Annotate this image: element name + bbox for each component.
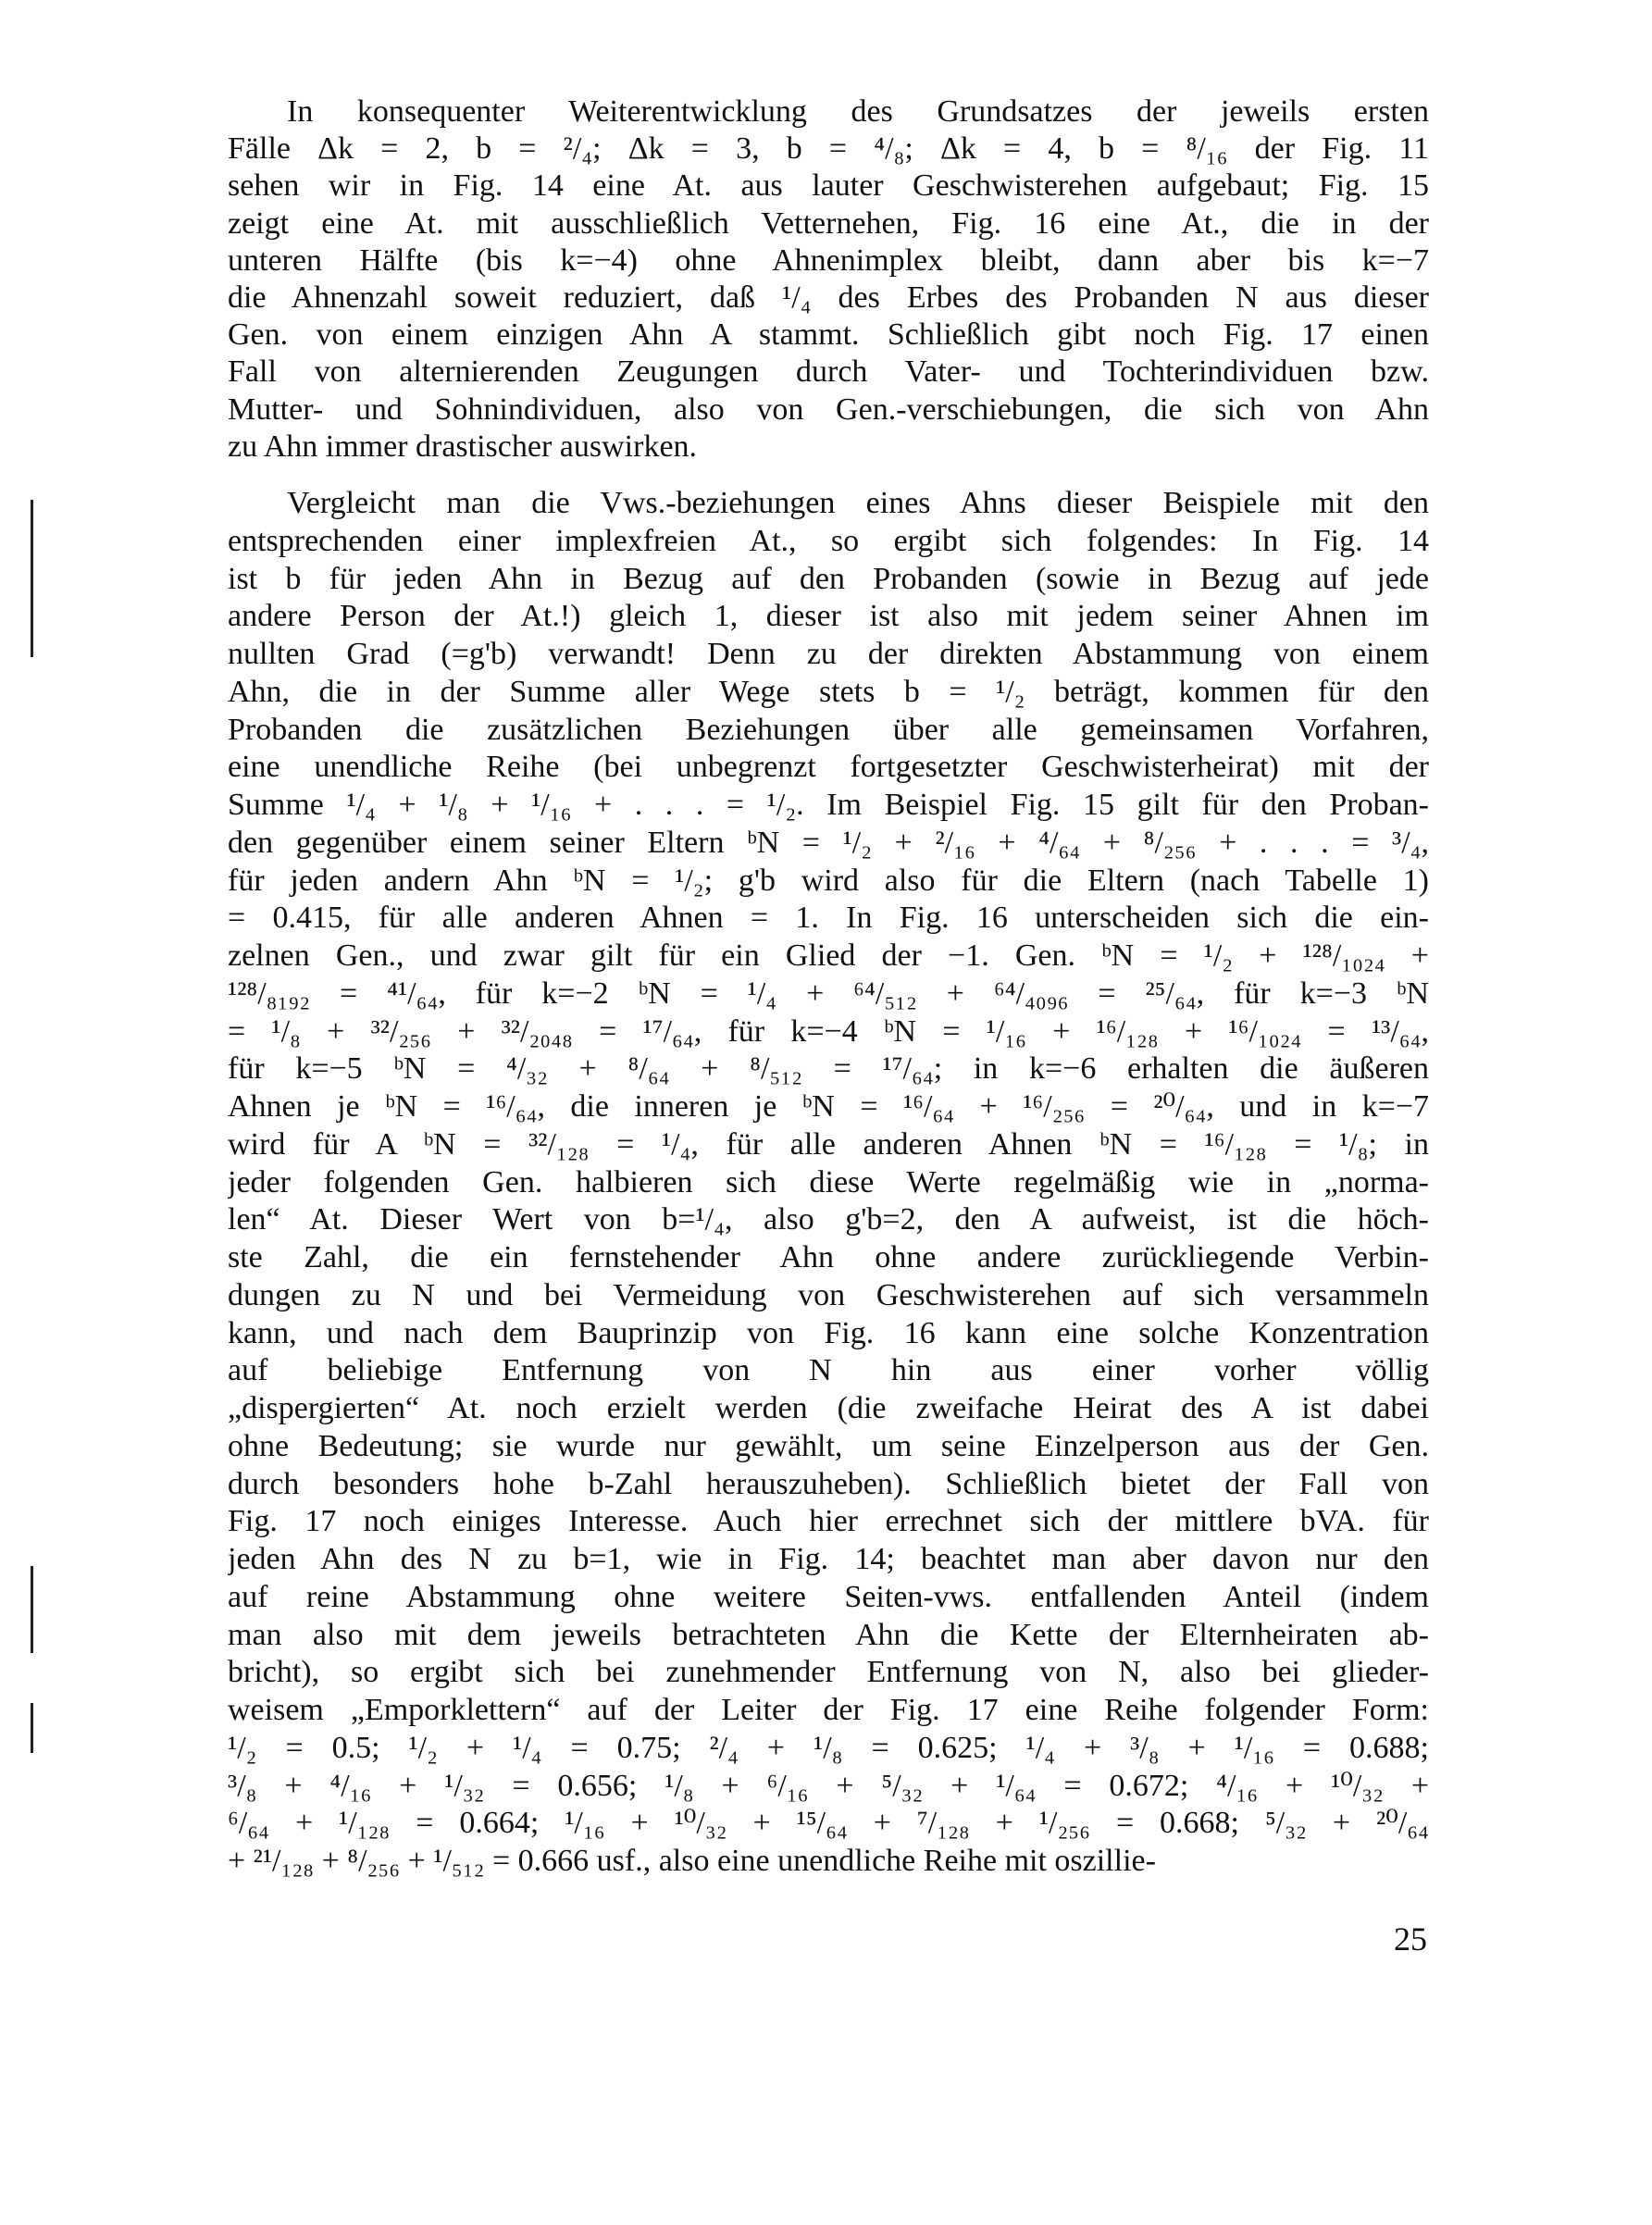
text-line: dungen zu N und bei Vermeidung von Geschwisterehen auf sich versammeln (228, 1277, 1429, 1312)
margin-mark (31, 500, 33, 657)
text-line: Gen. von einem einzigen Ahn A stammt. Schließlich gibt noch Fig. 17 einen (228, 317, 1429, 353)
margin-mark (31, 1703, 33, 1753)
text-line: bricht), so ergibt sich bei zunehmender Entfernung von N, also bei glieder- (228, 1655, 1429, 1690)
text-line: „dispergierten“ At. noch erzielt werden (die zweifache Heirat des A ist dabei (228, 1391, 1429, 1425)
text-line: sehen wir in Fig. 14 eine At. aus lauter Geschwisterehen aufgebaut; Fig. 15 (228, 168, 1429, 204)
text-line: Summe ¹/₄ + ¹/₈ + ¹/₁₆ + . . . = ¹/₂. Im Beispiel Fig. 15 gilt für den Proban- (228, 788, 1429, 822)
text-line: Ahn, die in der Summe aller Wege stets b = ¹/₂ beträgt, kommen für den (228, 674, 1429, 709)
text-line: entsprechenden einer implexfreien At., so ergibt sich folgendes: In Fig. 14 (228, 523, 1429, 558)
text-line: weisem „Emporklettern“ auf der Leiter der Fig. 17 eine Reihe folgender Form: (228, 1693, 1429, 1727)
text-line: Ahnen je ᵇN = ¹⁶/₆₄, die inneren je ᵇN = ¹⁶/₆₄ + ¹⁶/₂₅₆ = ²⁰/₆₄, und in k=−7 (228, 1089, 1429, 1124)
text-line: kann, und nach dem Bauprinzip von Fig. 16 kann eine solche Konzentration (228, 1315, 1429, 1350)
text-line: unteren Hälfte (bis k=−4) ohne Ahnenimplex bleibt, dann aber bis k=−7 (228, 242, 1429, 278)
text-line: wird für A ᵇN = ³²/₁₂₈ = ¹/₄, für alle anderen Ahnen ᵇN = ¹⁶/₁₂₈ = ¹/₈; in (228, 1126, 1429, 1162)
text-line: zelnen Gen., und zwar gilt für ein Glied der −1. Gen. ᵇN = ¹/₂ + ¹²⁸/₁₀₂₄ + (228, 938, 1429, 973)
text-line: = ¹/₈ + ³²/₂₅₆ + ³²/₂₀₄₈ = ¹⁷/₆₄, für k=−4 ᵇN = ¹/₁₆ + ¹⁶/₁₂₈ + ¹⁶/₁₀₂₄ = ¹³/₆₄, (228, 1013, 1429, 1049)
text-line: ¹/₂ = 0.5; ¹/₂ + ¹/₄ = 0.75; ²/₄ + ¹/₈ = 0.625; ¹/₄ + ³/₈ + ¹/₁₆ = 0.688; (228, 1730, 1429, 1765)
text-line: Fall von alternierenden Zeugungen durch Vater- und Tochterindividuen bzw. (228, 354, 1429, 390)
text-line: Mutter- und Sohnindividuen, also von Gen.-verschiebungen, die sich von Ahn (228, 392, 1429, 427)
text-line: ste Zahl, die ein fernstehender Ahn ohne andere zurückliegende Verbin- (228, 1240, 1429, 1274)
text-line: ⁶/₆₄ + ¹/₁₂₈ = 0.664; ¹/₁₆ + ¹⁰/₃₂ + ¹⁵/₆₄ + ⁷/₁₂₈ + ¹/₂₅₆ = 0.668; ⁵/₃₂ + ²⁰/₆₄ (228, 1806, 1429, 1841)
text-line: + ²¹/₁₂₈ + ⁸/₂₅₆ + ¹/₅₁₂ = 0.666 usf., also eine unendliche Reihe mit oszillie- (228, 1844, 1156, 1878)
text-line: In konsequenter Weiterentwicklung des Grundsatzes der jeweils ersten (287, 94, 1429, 129)
text-line: Fälle Δk = 2, b = ²/₄; Δk = 3, b = ⁴/₈; Δk = 4, b = ⁸/₁₆ der Fig. 11 (228, 131, 1429, 167)
text-line: nullten Grad (=g'b) verwandt! Denn zu der direkten Abstammung von einem (228, 637, 1429, 671)
text-line: auf reine Abstammung ohne weitere Seiten-vws. entfallenden Anteil (indem (228, 1579, 1429, 1614)
text-line: die Ahnenzahl soweit reduziert, daß ¹/₄ des Erbes des Probanden N aus dieser (228, 280, 1429, 315)
text-line: den gegenüber einem seiner Eltern ᵇN = ¹/₂ + ²/₁₆ + ⁴/₆₄ + ⁸/₂₅₆ + . . . = ³/₄, (228, 825, 1429, 860)
text-line: Probanden die zusätzlichen Beziehungen über alle gemeinsamen Vorfahren, (228, 712, 1429, 747)
text-line: ¹²⁸/₈₁₉₂ = ⁴¹/₆₄, für k=−2 ᵇN = ¹/₄ + ⁶⁴/₅₁₂ + ⁶⁴/₄₀₉₆ = ²⁵/₆₄, für k=−3 ᵇN (228, 976, 1429, 1011)
text-line: für k=−5 ᵇN = ⁴/₃₂ + ⁸/₆₄ + ⁸/₅₁₂ = ¹⁷/₆₄; in k=−6 erhalten die äußeren (228, 1051, 1429, 1087)
text-line: Vergleicht man die Vws.-beziehungen eines Ahns dieser Beispiele mit den (287, 486, 1429, 520)
margin-mark (31, 1566, 33, 1653)
text-line: zeigt eine At. mit ausschließlich Vetternehen, Fig. 16 eine At., die in der (228, 205, 1429, 241)
text-line: zu Ahn immer drastischer auswirken. (228, 429, 698, 464)
text-line: man also mit dem jeweils betrachteten Ahn die Kette der Elternheiraten ab- (228, 1617, 1429, 1652)
text-line: Fig. 17 noch einiges Interesse. Auch hier errechnet sich der mittlere bVA. für (228, 1504, 1429, 1539)
text-line: eine unendliche Reihe (bei unbegrenzt fortgesetzter Geschwisterheirat) mit der (228, 750, 1429, 785)
text-line: durch besonders hohe b-Zahl herauszuheben). Schließlich bietet der Fall von (228, 1466, 1429, 1501)
text-line: ist b für jeden Ahn in Bezug auf den Probanden (sowie in Bezug auf jede (228, 561, 1429, 596)
text-line: auf beliebige Entfernung von N hin aus einer vorher völlig (228, 1353, 1429, 1388)
text-line: = 0.415, für alle anderen Ahnen = 1. In Fig. 16 unterscheiden sich die ein- (228, 901, 1429, 936)
text-line: andere Person der At.!) gleich 1, dieser ist also mit jedem seiner Ahnen im (228, 599, 1429, 634)
text-line: ohne Bedeutung; sie wurde nur gewählt, um seine Einzelperson aus der Gen. (228, 1428, 1429, 1463)
text-line: für jeden andern Ahn ᵇN = ¹/₂; g'b wird also für die Eltern (nach Tabelle 1) (228, 863, 1429, 898)
text-line: jeder folgenden Gen. halbieren sich diese Werte regelmäßig wie in „norma- (228, 1164, 1429, 1200)
page-number: 25 (1394, 1920, 1427, 1958)
text-line: jeden Ahn des N zu b=1, wie in Fig. 14; beachtet man aber davon nur den (228, 1542, 1429, 1576)
text-line: len“ At. Dieser Wert von b=¹/₄, also g'b=2, den A aufweist, ist die höch- (228, 1202, 1429, 1237)
text-line: ³/₈ + ⁴/₁₆ + ¹/₃₂ = 0.656; ¹/₈ + ⁶/₁₆ + ⁵/₃₂ + ¹/₆₄ = 0.672; ⁴/₁₆ + ¹⁰/₃₂ + (228, 1768, 1429, 1803)
